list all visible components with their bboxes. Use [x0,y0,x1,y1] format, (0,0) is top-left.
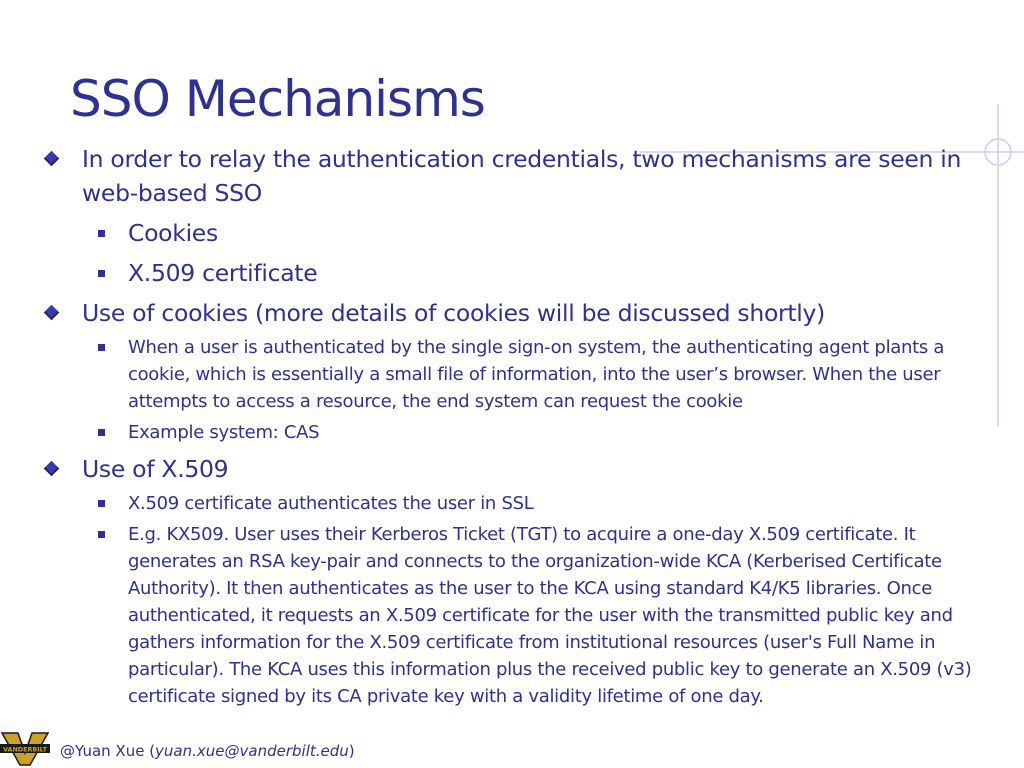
square-bullet-icon [98,500,105,507]
bullet-level1 [44,142,1004,210]
square-bullet-icon [98,531,105,538]
bullet-level1 [44,452,1004,486]
square-bullet-icon [98,344,105,351]
slide-footer [0,729,1024,768]
diamond-bullet-icon [44,305,60,321]
square-bullet-icon [98,230,105,237]
bullet-text: Use of cookies (more details of cookies will be discussed shortly) [82,299,826,327]
bullet-text: When a user is authenticated by the single sign-on system, the authenticating agent plants a cookie, which is essentially a small file of information, into the user’s browser. When the user attempts to access a resource, the end system can request the cookie [128,337,945,412]
footer-author: @Yuan Xue ( [60,742,156,760]
footer-email: yuan.xue@vanderbilt.edu [155,742,349,760]
footer-credit [60,741,355,761]
diamond-bullet-icon [44,461,60,477]
bullet-level2 [44,521,1004,710]
bullet-text: Cookies [128,219,218,247]
logo-wordmark: VANDERBILT [2,745,48,754]
square-bullet-icon [98,429,105,436]
slide-title: SSO Mechanisms [70,70,485,128]
bullet-level2 [44,216,1004,250]
bullet-level2 [44,334,1004,415]
bullet-text: In order to relay the authentication credentials, two mechanisms are seen in web-based SSO [82,145,962,207]
slide-content [44,142,1004,710]
bullet-text: Example system: CAS [128,422,320,443]
footer-close-paren: ) [348,742,355,760]
bullet-text: Use of X.509 [82,455,229,483]
bullet-text: X.509 certificate [128,259,318,287]
vanderbilt-logo-icon [0,731,50,767]
bullet-text: X.509 certificate authenticates the user in SSL [128,493,534,514]
bullet-level2 [44,419,1004,446]
square-bullet-icon [98,270,105,277]
diamond-bullet-icon [44,151,60,167]
bullet-level2 [44,256,1004,290]
bullet-level2 [44,490,1004,517]
bullet-text: E.g. KX509. User uses their Kerberos Ticket (TGT) to acquire a one-day X.509 certificate. It generates an RSA key-pair and connects to the organization-wide KCA (Kerberised Certificate Authority). It then authenticates as the user to the KCA using standard K4/K5 libraries. Once authenticated, it requests an X.509 certificate for the user with the transmitted public key and gathers information for the X.509 certificate from institutional resources (user's Full Name in particular). The KCA uses this information plus the received public key to generate an X.509 (v3) certificate signed by its CA private key with a validity lifetime of one day. [128,524,972,707]
bullet-level1 [44,296,1004,330]
